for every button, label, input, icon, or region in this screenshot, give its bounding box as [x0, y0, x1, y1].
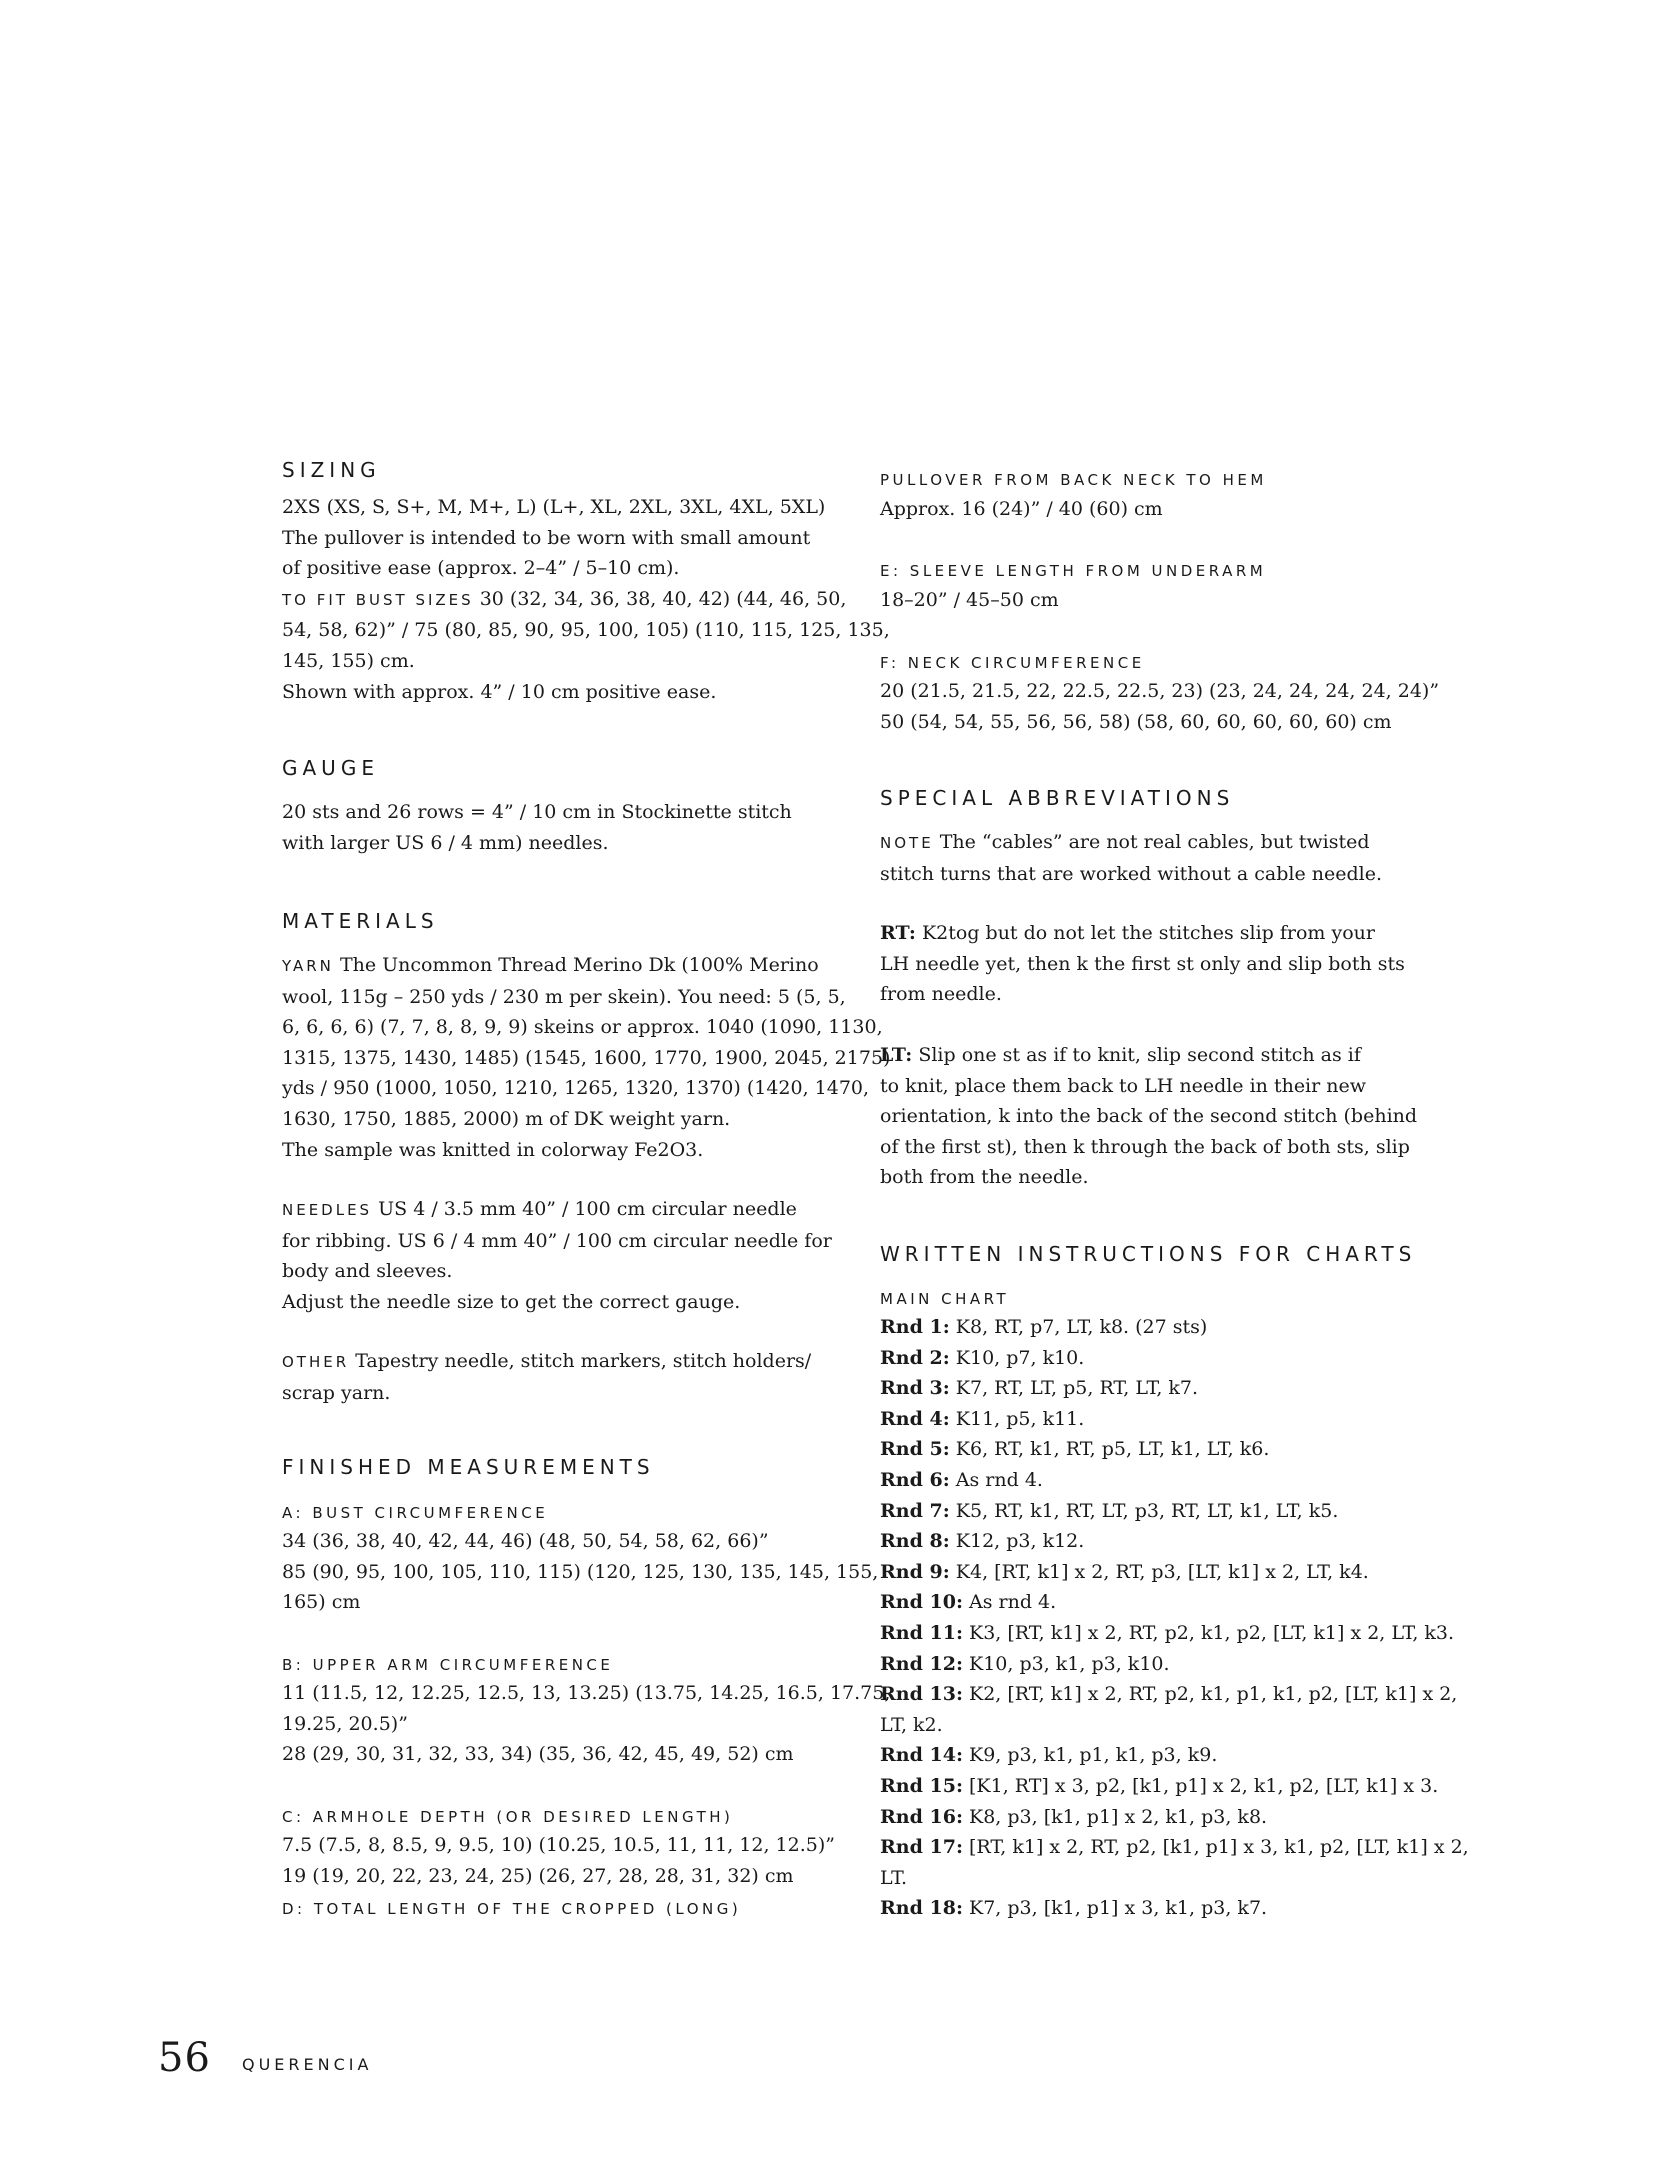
round-text: As rnd 4. — [962, 1591, 1057, 1614]
yarn-line: 6, 6, 6, 6) (7, 7, 8, 8, 9, 9) skeins or approx. 1040 (1090, 1130, — [282, 1016, 883, 1039]
lt-line: orientation, k into the back of the second stitch (behind — [880, 1105, 1418, 1128]
sizing-section — [282, 458, 822, 482]
needles-label: NEEDLES — [282, 1201, 373, 1219]
gauge-line: 20 sts and 26 rows = 4” / 10 cm in Stockinette stitch — [282, 801, 792, 823]
sizing-line: 2XS (XS, S, S+, M, M+, L) (L+, XL, 2XL, 3XL, 4XL, 5XL) — [282, 496, 826, 518]
round-label: Rnd 18: — [880, 1897, 963, 1920]
fit-line: Shown with approx. 4” / 10 cm positive ease. — [282, 680, 717, 703]
round-label: Rnd 7: — [880, 1499, 950, 1522]
page-footer — [158, 2035, 373, 2081]
round-label: Rnd 15: — [880, 1774, 963, 1797]
measure-line: 85 (90, 95, 100, 105, 110, 115) (120, 125, 130, 135, 145, 155, — [282, 1560, 879, 1583]
round-line — [880, 1832, 1469, 1863]
round-text: K5, RT, k1, RT, LT, p3, RT, LT, k1, LT, k5. — [949, 1499, 1339, 1522]
round-text: K2, [RT, k1] x 2, RT, p2, k1, p1, k1, p2, [LT, k1] x 2, — [962, 1683, 1458, 1706]
lt-line: to knit, place them back to LH needle in their new — [880, 1074, 1367, 1097]
round-label: Rnd 17: — [880, 1836, 963, 1859]
fit-bust-label: TO FIT BUST SIZES — [282, 590, 474, 609]
round-line — [880, 1802, 1440, 1833]
gauge-line: with larger US 6 / 4 mm) needles. — [282, 831, 609, 854]
round-text: As rnd 4. — [949, 1468, 1043, 1491]
neck-circumference — [880, 654, 1440, 672]
needles-block — [282, 1194, 832, 1317]
round-text: K11, p5, k11. — [949, 1407, 1085, 1430]
neck-line: 50 (54, 54, 55, 56, 56, 58) (58, 60, 60, 60, 60, 60) cm — [880, 710, 1392, 733]
round-text: [RT, k1] x 2, RT, p2, [k1, p1] x 3, k1, p2, [LT, k1] x 2, — [962, 1836, 1469, 1859]
measure-b-label: B: UPPER ARM CIRCUMFERENCE — [282, 1656, 614, 1674]
measure-c — [282, 1808, 822, 1826]
needles-line: Adjust the needle size to get the correct gauge. — [282, 1290, 741, 1313]
measure-line: 34 (36, 38, 40, 42, 44, 46) (48, 50, 54, 58, 62, 66)” — [282, 1530, 769, 1552]
measure-c-label: C: ARMHOLE DEPTH (OR DESIRED LENGTH) — [282, 1808, 734, 1826]
measure-d — [282, 1900, 822, 1918]
measure-c-body — [282, 1830, 835, 1891]
round-line — [880, 1740, 1440, 1771]
measure-line: 19 (19, 20, 22, 23, 24, 25) (26, 27, 28, 28, 31, 32) cm — [282, 1864, 794, 1887]
sleeve-length — [880, 562, 1440, 580]
rounds-list — [880, 1312, 1469, 1924]
main-chart-label: MAIN CHART — [880, 1290, 1010, 1308]
measure-line: 7.5 (7.5, 8, 8.5, 9, 9.5, 10) (10.25, 10.5, 11, 11, 12, 12.5)” — [282, 1834, 835, 1856]
round-text: K10, p3, k1, p3, k10. — [962, 1652, 1170, 1675]
other-line: scrap yarn. — [282, 1381, 391, 1404]
fit-line: 145, 155) cm. — [282, 649, 415, 672]
yarn-line — [282, 950, 822, 982]
lt-line: of the first st), then k through the back of both sts, slip — [880, 1135, 1410, 1158]
note-block — [880, 827, 1440, 889]
round-continuation: LT. — [880, 1866, 907, 1889]
round-label: Rnd 12: — [880, 1652, 963, 1675]
rt-block — [880, 918, 1440, 1010]
round-label: Rnd 14: — [880, 1744, 963, 1767]
special-section — [880, 786, 1440, 810]
fit-bust-text: 30 (32, 34, 36, 38, 40, 42) (44, 46, 50, — [473, 587, 847, 610]
measure-line: 11 (11.5, 12, 12.25, 12.5, 13, 13.25) (13.75, 14.25, 16.5, 17.75, — [282, 1682, 891, 1704]
round-label: Rnd 11: — [880, 1621, 963, 1644]
round-text: K12, p3, k12. — [949, 1530, 1085, 1553]
round-text: K7, p3, [k1, p1] x 3, k1, p3, k7. — [962, 1897, 1268, 1920]
round-label: Rnd 2: — [880, 1346, 950, 1369]
fit-bust-line — [282, 584, 847, 616]
yarn-line: 1630, 1750, 1885, 2000) m of DK weight yarn. — [282, 1107, 731, 1130]
neck-line: 20 (21.5, 21.5, 22, 22.5, 22.5, 23) (23, 24, 24, 24, 24, 24)” — [880, 680, 1440, 702]
sizing-heading: SIZING — [282, 458, 381, 482]
lt-line: both from the needle. — [880, 1166, 1089, 1189]
round-line — [880, 1587, 1440, 1618]
measure-d-label: D: TOTAL LENGTH OF THE CROPPED (LONG) — [282, 1900, 742, 1918]
round-label: Rnd 16: — [880, 1805, 963, 1828]
round-line — [880, 1771, 1440, 1802]
materials-section — [282, 909, 822, 933]
round-text: K9, p3, k1, p1, k1, p3, k9. — [962, 1744, 1218, 1767]
note-line: stitch turns that are worked without a cable needle. — [880, 862, 1382, 885]
round-line — [880, 1893, 1440, 1924]
lt-line — [880, 1040, 1440, 1071]
sleeve-label: E: SLEEVE LENGTH FROM UNDERARM — [880, 562, 1267, 580]
round-label: Rnd 6: — [880, 1468, 950, 1491]
round-text: K4, [RT, k1] x 2, RT, p3, [LT, k1] x 2, LT, k4. — [949, 1560, 1369, 1583]
round-line — [880, 1465, 1440, 1496]
finished-section — [282, 1455, 822, 1479]
round-line — [880, 1526, 1440, 1557]
other-label: OTHER — [282, 1353, 350, 1371]
round-line — [880, 1618, 1455, 1649]
footer-title: QUERENCIA — [242, 2055, 373, 2074]
pullover-length — [880, 471, 1440, 489]
written-heading: WRITTEN INSTRUCTIONS FOR CHARTS — [880, 1242, 1417, 1266]
sizing-line: The pullover is intended to be worn with small amount — [282, 526, 811, 549]
round-line — [880, 1434, 1440, 1465]
round-line — [880, 1404, 1440, 1435]
round-label: Rnd 8: — [880, 1530, 950, 1553]
round-line — [880, 1557, 1440, 1588]
yarn-line: 1315, 1375, 1430, 1485) (1545, 1600, 1770, 1900, 2045, 2175) — [282, 1046, 891, 1069]
other-block — [282, 1346, 822, 1408]
lt-label: LT: — [880, 1044, 913, 1066]
round-line — [880, 1373, 1440, 1404]
rt-label: RT: — [880, 922, 916, 944]
round-label: Rnd 3: — [880, 1377, 950, 1400]
other-text: Tapestry needle, stitch markers, stitch holders/ — [349, 1350, 812, 1372]
rt-line: from needle. — [880, 983, 1002, 1006]
special-heading: SPECIAL ABBREVIATIONS — [880, 786, 1235, 810]
rt-line: LH needle yet, then k the first st only and slip both sts — [880, 952, 1405, 975]
needles-line: for ribbing. US 6 / 4 mm 40” / 100 cm circular needle for — [282, 1229, 832, 1252]
pullover-label: PULLOVER FROM BACK NECK TO HEM — [880, 471, 1267, 489]
gauge-section — [282, 756, 822, 780]
pullover-body — [880, 494, 1440, 525]
round-text: K3, [RT, k1] x 2, RT, p2, k1, p2, [LT, k1] x 2, LT, k3. — [962, 1621, 1455, 1644]
measure-line: 19.25, 20.5)” — [282, 1712, 408, 1735]
round-line — [880, 1343, 1440, 1374]
sizing-body — [282, 492, 890, 707]
lt-block — [880, 1040, 1440, 1193]
note-label: NOTE — [880, 834, 934, 852]
round-text: K8, RT, p7, LT, k8. (27 sts) — [949, 1316, 1208, 1338]
round-label: Rnd 1: — [880, 1316, 950, 1338]
yarn-line: wool, 115g – 250 yds / 230 m per skein). You need: 5 (5, 5, — [282, 985, 846, 1008]
needles-text: US 4 / 3.5 mm 40” / 100 cm circular needle — [372, 1198, 797, 1220]
yarn-block — [282, 950, 891, 1165]
measure-a-label: A: BUST CIRCUMFERENCE — [282, 1504, 549, 1522]
rt-line — [880, 918, 1440, 949]
lt-text: Slip one st as if to knit, slip second stitch as if — [912, 1044, 1361, 1066]
round-line — [880, 1312, 1440, 1343]
note-line — [880, 827, 1440, 859]
measure-b-body — [282, 1678, 891, 1770]
needles-line: body and sleeves. — [282, 1260, 453, 1283]
round-label: Rnd 5: — [880, 1438, 950, 1461]
round-text: K6, RT, k1, RT, p5, LT, k1, LT, k6. — [949, 1438, 1270, 1461]
yarn-text: The Uncommon Thread Merino Dk (100% Merino — [333, 954, 819, 976]
finished-heading: FINISHED MEASUREMENTS — [282, 1455, 655, 1479]
yarn-line: The sample was knitted in colorway Fe2O3. — [282, 1138, 704, 1161]
measure-a — [282, 1504, 822, 1522]
round-line — [880, 1679, 1458, 1710]
round-label: Rnd 4: — [880, 1407, 950, 1430]
round-line — [880, 1496, 1440, 1527]
materials-heading: MATERIALS — [282, 909, 439, 933]
measure-line: 28 (29, 30, 31, 32, 33, 34) (35, 36, 42, 45, 49, 52) cm — [282, 1743, 794, 1766]
round-text: K8, p3, [k1, p1] x 2, k1, p3, k8. — [962, 1805, 1268, 1828]
needles-line — [282, 1194, 822, 1226]
sleeve-body — [880, 585, 1440, 616]
note-text: The “cables” are not real cables, but twisted — [933, 831, 1370, 853]
round-label: Rnd 13: — [880, 1683, 963, 1706]
yarn-line: yds / 950 (1000, 1050, 1210, 1265, 1320, 1370) (1420, 1470, — [282, 1077, 870, 1100]
yarn-label: YARN — [282, 957, 334, 975]
round-text: K7, RT, LT, p5, RT, LT, k7. — [949, 1377, 1199, 1400]
measure-a-body — [282, 1526, 879, 1618]
gauge-body — [282, 797, 822, 858]
round-label: Rnd 10: — [880, 1591, 963, 1614]
neck-label: F: NECK CIRCUMFERENCE — [880, 654, 1145, 672]
neck-body — [880, 676, 1440, 737]
pullover-line: Approx. 16 (24)” / 40 (60) cm — [880, 498, 1163, 520]
round-line — [880, 1649, 1440, 1680]
round-continuation: LT, k2. — [880, 1713, 943, 1736]
rt-text: K2tog but do not let the stitches slip from your — [915, 922, 1375, 944]
measure-line: 165) cm — [282, 1591, 361, 1614]
round-label: Rnd 9: — [880, 1560, 950, 1583]
gauge-heading: GAUGE — [282, 756, 379, 780]
round-text: [K1, RT] x 3, p2, [k1, p1] x 2, k1, p2, [LT, k1] x 3. — [962, 1774, 1439, 1797]
measure-b — [282, 1656, 822, 1674]
fit-line: 54, 58, 62)” / 75 (80, 85, 90, 95, 100, 105) (110, 115, 125, 135, — [282, 619, 890, 642]
page-number: 56 — [158, 2035, 211, 2081]
main-chart — [880, 1290, 1440, 1308]
other-line — [282, 1346, 822, 1378]
sleeve-line: 18–20” / 45–50 cm — [880, 589, 1059, 611]
round-text: K10, p7, k10. — [949, 1346, 1085, 1369]
written-section — [880, 1242, 1440, 1266]
sizing-line: of positive ease (approx. 2–4” / 5–10 cm). — [282, 557, 680, 580]
